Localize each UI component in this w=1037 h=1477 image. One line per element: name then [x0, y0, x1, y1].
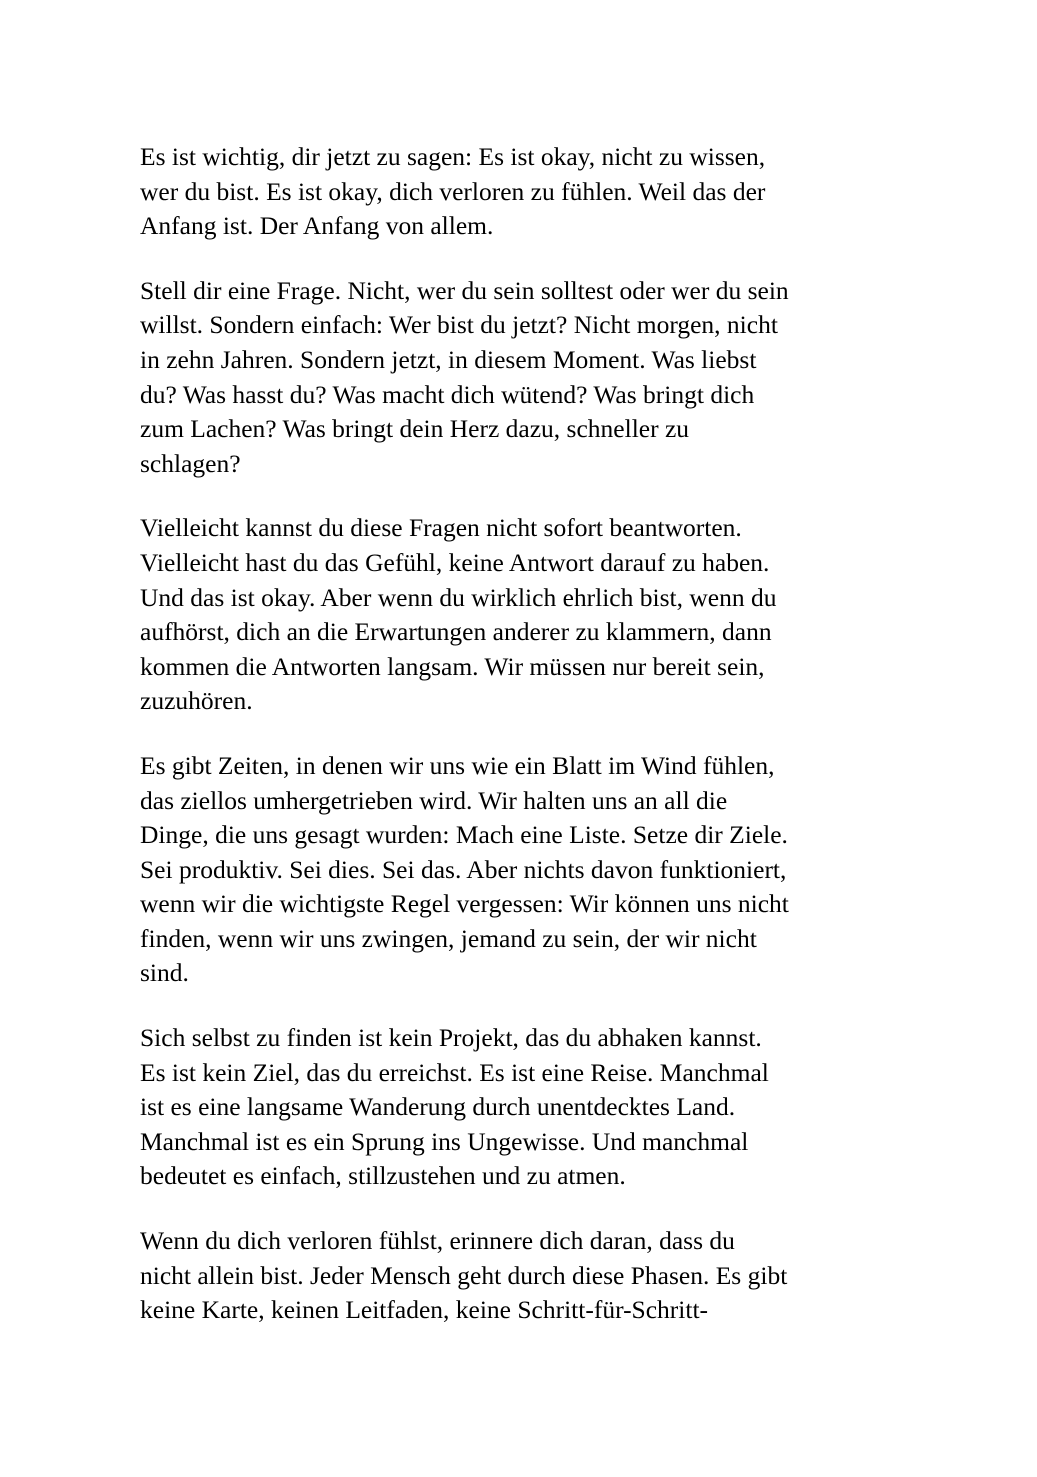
- text-line: bedeutet es einfach, stillzustehen und zu atmen.: [140, 1161, 626, 1191]
- document-page: [140, 140, 920, 1358]
- text-line: schlagen?: [140, 448, 241, 478]
- text-line: zum Lachen? Was bringt dein Herz dazu, schneller zu: [140, 414, 690, 444]
- text-line: willst. Sondern einfach: Wer bist du jetzt? Nicht morgen, nicht: [140, 310, 778, 340]
- text-line: ist es eine langsame Wanderung durch unentdecktes Land.: [140, 1092, 736, 1122]
- paragraph-2: [140, 274, 920, 482]
- text-line: Stell dir eine Frage. Nicht, wer du sein solltest oder wer du sein: [140, 275, 789, 305]
- paragraph-1: [140, 140, 920, 244]
- text-line: Vielleicht kannst du diese Fragen nicht sofort beantworten.: [140, 513, 742, 543]
- text-line: Sich selbst zu finden ist kein Projekt, das du abhaken kannst.: [140, 1023, 762, 1053]
- text-line: sind.: [140, 958, 189, 988]
- text-line: wenn wir die wichtigste Regel vergessen: Wir können uns nicht: [140, 889, 789, 919]
- paragraph-3: [140, 511, 920, 719]
- text-line: Manchmal ist es ein Sprung ins Ungewisse. Und manchmal: [140, 1126, 749, 1156]
- text-line: Es ist kein Ziel, das du erreichst. Es ist eine Reise. Manchmal: [140, 1057, 769, 1087]
- text-line: Vielleicht hast du das Gefühl, keine Antwort darauf zu haben.: [140, 547, 770, 577]
- text-line: kommen die Antworten langsam. Wir müssen nur bereit sein,: [140, 651, 765, 681]
- text-line: Und das ist okay. Aber wenn du wirklich ehrlich bist, wenn du: [140, 582, 777, 612]
- text-line: das ziellos umhergetrieben wird. Wir halten uns an all die: [140, 785, 728, 815]
- text-line: keine Karte, keinen Leitfaden, keine Schritt-für-Schritt-: [140, 1295, 709, 1325]
- text-line: Es ist wichtig, dir jetzt zu sagen: Es ist okay, nicht zu wissen,: [140, 142, 766, 171]
- text-line: zuzuhören.: [140, 686, 253, 716]
- paragraph-5: [140, 1021, 920, 1194]
- text-line: aufhörst, dich an die Erwartungen anderer zu klammern, dann: [140, 617, 772, 647]
- text-line: in zehn Jahren. Sondern jetzt, in diesem Moment. Was liebst: [140, 344, 757, 374]
- text-line: du? Was hasst du? Was macht dich wütend? Was bringt dich: [140, 379, 755, 409]
- text-line: Anfang ist. Der Anfang von allem.: [140, 211, 494, 241]
- paragraph-6: [140, 1224, 920, 1328]
- text-line: Es gibt Zeiten, in denen wir uns wie ein Blatt im Wind fühlen,: [140, 750, 775, 780]
- text-line: nicht allein bist. Jeder Mensch geht durch diese Phasen. Es gibt: [140, 1260, 788, 1290]
- paragraph-4: [140, 749, 920, 991]
- text-line: finden, wenn wir uns zwingen, jemand zu sein, der wir nicht: [140, 923, 757, 953]
- text-line: Wenn du dich verloren fühlst, erinnere dich daran, dass du: [140, 1226, 735, 1256]
- text-line: wer du bist. Es ist okay, dich verloren zu fühlen. Weil das der: [140, 176, 766, 206]
- text-line: Dinge, die uns gesagt wurden: Mach eine Liste. Setze dir Ziele.: [140, 820, 788, 850]
- text-line: Sei produktiv. Sei dies. Sei das. Aber nichts davon funktioniert,: [140, 854, 787, 884]
